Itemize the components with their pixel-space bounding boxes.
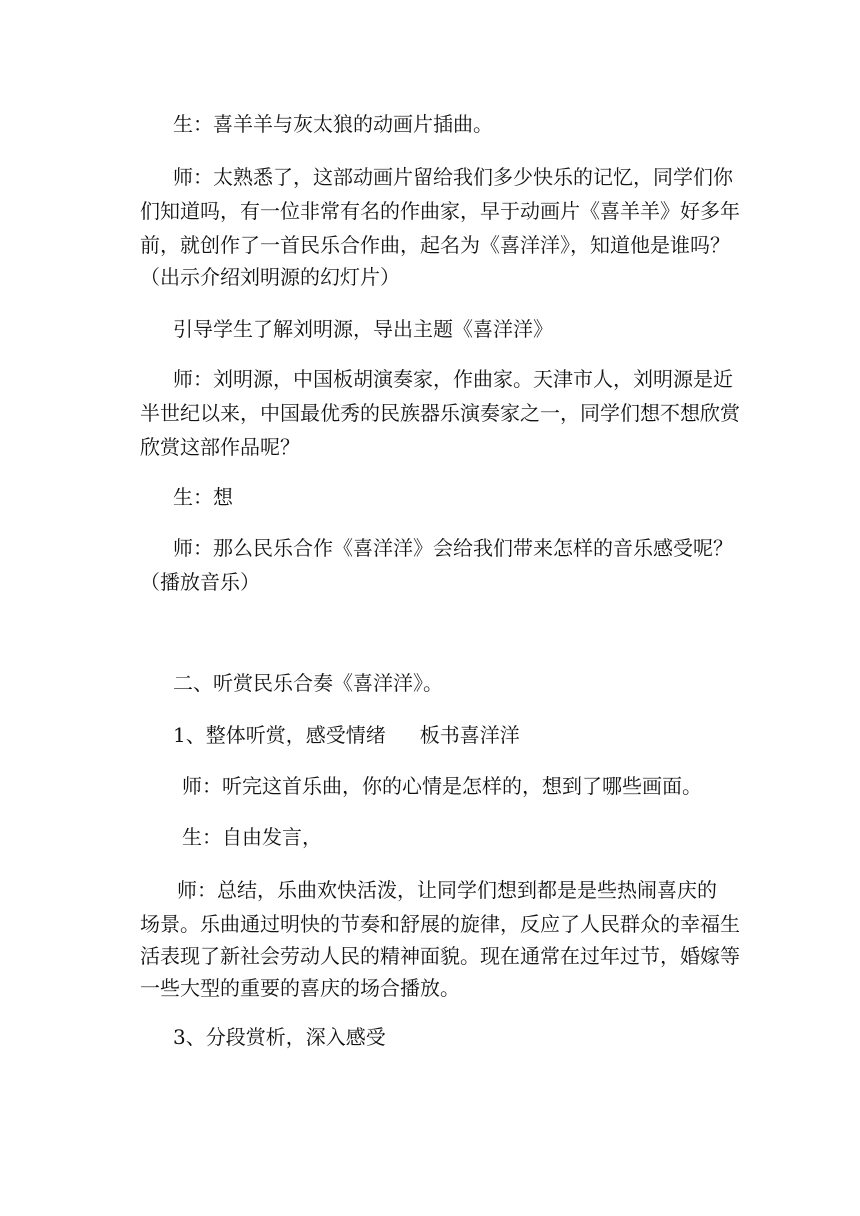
paragraph-summary-line1: 师：总结，乐曲欢快活泼，让同学们想到都是是些热闹喜庆的 (177, 878, 717, 902)
step-1-label: 1、整体听赏，感受情绪 (173, 723, 386, 747)
paragraph-summary-line4: 一些大型的重要的喜庆的场合播放。 (140, 976, 460, 1000)
section-heading-2: 二、听赏民乐合奏《喜洋洋》。 (173, 671, 443, 695)
paragraph-teacher-question-line1: 师：那么民乐合作《喜洋洋》会给我们带来怎样的音乐感受呢？ (173, 536, 733, 560)
paragraph-teacher-intro-line1: 师：太熟悉了，这部动画片留给我们多少快乐的记忆，同学们你 (173, 165, 733, 189)
paragraph-liu-mingyuan-line1: 师：刘明源，中国板胡演奏家，作曲家。天津市人，刘明源是近 (173, 367, 733, 391)
paragraph-student-free: 生：自由发言， (182, 825, 322, 849)
paragraph-teacher-intro-line2: 们知道吗，有一位非常有名的作曲家，早于动画片《喜羊羊》好多年 (140, 199, 740, 223)
paragraph-liu-mingyuan-line2: 半世纪以来，中国最优秀的民族器乐演奏家之一，同学们想不想欣赏 (140, 401, 740, 425)
paragraph-teacher-listen: 师：听完这首乐曲，你的心情是怎样的，想到了哪些画面。 (182, 774, 702, 798)
step-3-heading: 3、分段赏析，深入感受 (173, 1025, 386, 1049)
paragraph-summary-line3: 活表现了新社会劳动人民的精神面貌。现在通常在过年过节，婚嫁等 (140, 944, 740, 968)
paragraph-teacher-intro-line4: （出示介绍刘明源的幻灯片） (140, 265, 400, 289)
step-1-line (173, 718, 520, 752)
paragraph-teacher-question-line2: （播放音乐） (140, 570, 260, 594)
paragraph-student-want: 生：想 (173, 485, 233, 509)
blackboard-note: 板书喜洋洋 (419, 723, 520, 747)
paragraph-teacher-intro-line3: 前，就创作了一首民乐合作曲，起名为《喜洋洋》，知道他是谁吗？ (140, 233, 730, 257)
paragraph-guide: 引导学生了解刘明源，导出主题《喜洋洋》 (173, 317, 553, 341)
paragraph-student-answer: 生：喜羊羊与灰太狼的动画片插曲。 (173, 112, 493, 136)
paragraph-liu-mingyuan-line3: 欣赏这部作品呢？ (140, 435, 300, 459)
paragraph-summary-line2: 场景。乐曲通过明快的节奏和舒展的旋律，反应了人民群众的幸福生 (140, 912, 740, 936)
